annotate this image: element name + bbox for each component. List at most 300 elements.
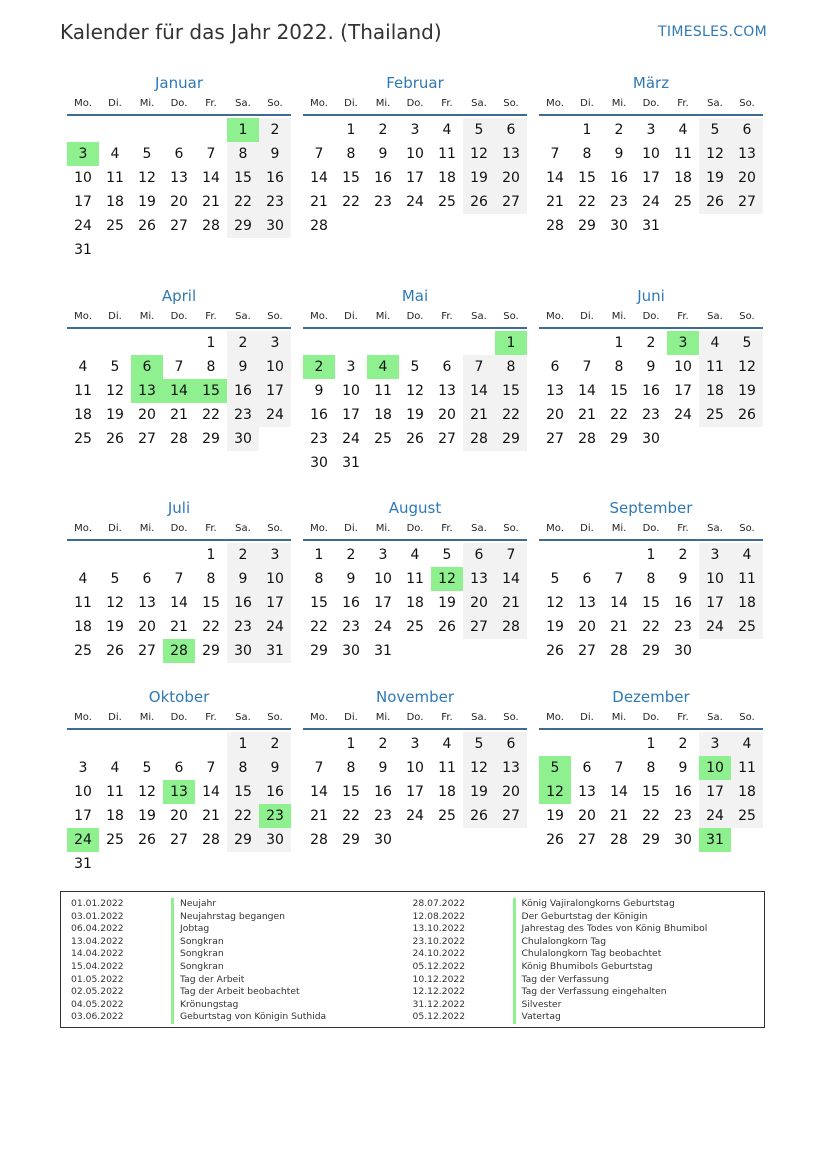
day-cell[interactable]: 27 xyxy=(731,190,763,214)
day-cell[interactable]: 16 xyxy=(374,784,392,800)
day-cell[interactable]: 29 xyxy=(227,828,259,852)
day-cell[interactable]: 12 xyxy=(463,142,495,166)
day-cell[interactable]: 30 xyxy=(374,832,392,848)
day-cell[interactable]: 27 xyxy=(495,804,527,828)
day-cell[interactable]: 6 xyxy=(495,118,527,142)
day-cell[interactable]: 14 xyxy=(610,784,628,800)
day-cell[interactable]: 8 xyxy=(206,571,216,587)
day-cell[interactable]: 9 xyxy=(314,383,324,399)
day-cell[interactable]: 26 xyxy=(138,832,156,848)
holiday-day-cell[interactable]: 1 xyxy=(227,118,259,142)
day-cell[interactable]: 18 xyxy=(74,407,92,423)
day-cell[interactable]: 8 xyxy=(227,142,259,166)
day-cell[interactable]: 3 xyxy=(259,331,291,355)
day-cell[interactable]: 29 xyxy=(578,218,596,234)
day-cell[interactable]: 18 xyxy=(438,170,456,186)
day-cell[interactable]: 24 xyxy=(259,615,291,639)
holiday-day-cell[interactable]: 2 xyxy=(303,355,335,379)
day-cell[interactable]: 7 xyxy=(614,760,624,776)
day-cell[interactable]: 3 xyxy=(259,543,291,567)
day-cell[interactable]: 14 xyxy=(578,383,596,399)
day-cell[interactable]: 4 xyxy=(110,760,120,776)
day-cell[interactable]: 24 xyxy=(406,194,424,210)
day-cell[interactable]: 21 xyxy=(546,194,564,210)
day-cell[interactable]: 3 xyxy=(378,547,388,563)
day-cell[interactable]: 19 xyxy=(438,595,456,611)
day-cell[interactable]: 7 xyxy=(206,760,216,776)
day-cell[interactable]: 13 xyxy=(731,142,763,166)
day-cell[interactable]: 16 xyxy=(259,166,291,190)
day-cell[interactable]: 25 xyxy=(406,619,424,635)
day-cell[interactable]: 5 xyxy=(550,571,560,587)
day-cell[interactable]: 21 xyxy=(310,194,328,210)
day-cell[interactable]: 13 xyxy=(463,567,495,591)
day-cell[interactable]: 23 xyxy=(674,808,692,824)
day-cell[interactable]: 26 xyxy=(463,190,495,214)
day-cell[interactable]: 7 xyxy=(174,571,184,587)
day-cell[interactable]: 28 xyxy=(310,218,328,234)
day-cell[interactable]: 3 xyxy=(699,543,731,567)
day-cell[interactable]: 2 xyxy=(678,736,688,752)
day-cell[interactable]: 24 xyxy=(374,619,392,635)
day-cell[interactable]: 26 xyxy=(106,643,124,659)
day-cell[interactable]: 18 xyxy=(731,780,763,804)
day-cell[interactable]: 11 xyxy=(438,146,456,162)
day-cell[interactable]: 6 xyxy=(582,571,592,587)
day-cell[interactable]: 17 xyxy=(374,595,392,611)
day-cell[interactable]: 23 xyxy=(610,194,628,210)
day-cell[interactable]: 28 xyxy=(202,832,220,848)
day-cell[interactable]: 19 xyxy=(138,808,156,824)
day-cell[interactable]: 20 xyxy=(546,407,564,423)
day-cell[interactable]: 20 xyxy=(495,166,527,190)
day-cell[interactable]: 29 xyxy=(610,431,628,447)
day-cell[interactable]: 26 xyxy=(546,643,564,659)
holiday-day-cell[interactable]: 5 xyxy=(539,756,571,780)
day-cell[interactable]: 21 xyxy=(170,407,188,423)
day-cell[interactable]: 1 xyxy=(582,122,592,138)
day-cell[interactable]: 5 xyxy=(699,118,731,142)
day-cell[interactable]: 28 xyxy=(610,832,628,848)
day-cell[interactable]: 26 xyxy=(406,431,424,447)
day-cell[interactable]: 12 xyxy=(546,595,564,611)
day-cell[interactable]: 22 xyxy=(227,190,259,214)
day-cell[interactable]: 23 xyxy=(259,190,291,214)
day-cell[interactable]: 4 xyxy=(110,146,120,162)
day-cell[interactable]: 21 xyxy=(202,808,220,824)
day-cell[interactable]: 6 xyxy=(142,571,152,587)
day-cell[interactable]: 12 xyxy=(106,595,124,611)
day-cell[interactable]: 10 xyxy=(74,170,92,186)
holiday-day-cell[interactable]: 1 xyxy=(495,331,527,355)
day-cell[interactable]: 19 xyxy=(106,619,124,635)
day-cell[interactable]: 25 xyxy=(74,643,92,659)
day-cell[interactable]: 11 xyxy=(74,383,92,399)
day-cell[interactable]: 22 xyxy=(642,619,660,635)
day-cell[interactable]: 24 xyxy=(342,431,360,447)
day-cell[interactable]: 14 xyxy=(546,170,564,186)
day-cell[interactable]: 11 xyxy=(438,760,456,776)
day-cell[interactable]: 24 xyxy=(259,403,291,427)
day-cell[interactable]: 28 xyxy=(463,427,495,451)
day-cell[interactable]: 22 xyxy=(342,194,360,210)
day-cell[interactable]: 17 xyxy=(406,784,424,800)
day-cell[interactable]: 13 xyxy=(138,595,156,611)
holiday-day-cell[interactable]: 13 xyxy=(131,379,163,403)
day-cell[interactable]: 25 xyxy=(674,194,692,210)
day-cell[interactable]: 17 xyxy=(259,379,291,403)
day-cell[interactable]: 20 xyxy=(578,619,596,635)
day-cell[interactable]: 30 xyxy=(259,214,291,238)
day-cell[interactable]: 17 xyxy=(642,170,660,186)
day-cell[interactable]: 23 xyxy=(374,194,392,210)
day-cell[interactable]: 16 xyxy=(227,379,259,403)
day-cell[interactable]: 23 xyxy=(310,431,328,447)
day-cell[interactable]: 6 xyxy=(463,543,495,567)
day-cell[interactable]: 11 xyxy=(374,383,392,399)
day-cell[interactable]: 22 xyxy=(310,619,328,635)
day-cell[interactable]: 9 xyxy=(259,142,291,166)
day-cell[interactable]: 15 xyxy=(342,784,360,800)
day-cell[interactable]: 1 xyxy=(206,547,216,563)
day-cell[interactable]: 23 xyxy=(642,407,660,423)
day-cell[interactable]: 12 xyxy=(463,756,495,780)
day-cell[interactable]: 2 xyxy=(346,547,356,563)
day-cell[interactable]: 25 xyxy=(438,194,456,210)
day-cell[interactable]: 5 xyxy=(142,146,152,162)
day-cell[interactable]: 31 xyxy=(74,242,92,258)
day-cell[interactable]: 3 xyxy=(410,736,420,752)
day-cell[interactable]: 3 xyxy=(646,122,656,138)
day-cell[interactable]: 18 xyxy=(374,407,392,423)
day-cell[interactable]: 21 xyxy=(610,808,628,824)
day-cell[interactable]: 29 xyxy=(310,643,328,659)
day-cell[interactable]: 4 xyxy=(78,359,88,375)
day-cell[interactable]: 25 xyxy=(74,431,92,447)
day-cell[interactable]: 14 xyxy=(202,784,220,800)
holiday-day-cell[interactable]: 6 xyxy=(131,355,163,379)
day-cell[interactable]: 12 xyxy=(731,355,763,379)
day-cell[interactable]: 27 xyxy=(138,431,156,447)
day-cell[interactable]: 9 xyxy=(227,355,259,379)
day-cell[interactable]: 3 xyxy=(78,760,88,776)
day-cell[interactable]: 22 xyxy=(578,194,596,210)
day-cell[interactable]: 7 xyxy=(550,146,560,162)
day-cell[interactable]: 7 xyxy=(314,760,324,776)
day-cell[interactable]: 20 xyxy=(170,194,188,210)
day-cell[interactable]: 19 xyxy=(731,379,763,403)
day-cell[interactable]: 6 xyxy=(495,732,527,756)
day-cell[interactable]: 1 xyxy=(227,732,259,756)
day-cell[interactable]: 30 xyxy=(674,643,692,659)
day-cell[interactable]: 19 xyxy=(699,166,731,190)
day-cell[interactable]: 17 xyxy=(74,194,92,210)
day-cell[interactable]: 24 xyxy=(674,407,692,423)
day-cell[interactable]: 4 xyxy=(442,736,452,752)
day-cell[interactable]: 6 xyxy=(731,118,763,142)
day-cell[interactable]: 4 xyxy=(410,547,420,563)
day-cell[interactable]: 23 xyxy=(342,619,360,635)
day-cell[interactable]: 16 xyxy=(227,591,259,615)
day-cell[interactable]: 28 xyxy=(495,615,527,639)
day-cell[interactable]: 15 xyxy=(202,595,220,611)
day-cell[interactable]: 5 xyxy=(110,359,120,375)
day-cell[interactable]: 12 xyxy=(138,784,156,800)
day-cell[interactable]: 27 xyxy=(578,643,596,659)
day-cell[interactable]: 29 xyxy=(495,427,527,451)
day-cell[interactable]: 5 xyxy=(410,359,420,375)
day-cell[interactable]: 11 xyxy=(406,571,424,587)
day-cell[interactable]: 8 xyxy=(582,146,592,162)
day-cell[interactable]: 20 xyxy=(138,407,156,423)
day-cell[interactable]: 25 xyxy=(699,403,731,427)
day-cell[interactable]: 11 xyxy=(699,355,731,379)
day-cell[interactable]: 20 xyxy=(170,808,188,824)
day-cell[interactable]: 30 xyxy=(610,218,628,234)
day-cell[interactable]: 27 xyxy=(578,832,596,848)
day-cell[interactable]: 22 xyxy=(202,619,220,635)
holiday-day-cell[interactable]: 23 xyxy=(259,804,291,828)
day-cell[interactable]: 4 xyxy=(731,732,763,756)
day-cell[interactable]: 19 xyxy=(406,407,424,423)
day-cell[interactable]: 21 xyxy=(578,407,596,423)
day-cell[interactable]: 14 xyxy=(463,379,495,403)
day-cell[interactable]: 29 xyxy=(642,832,660,848)
day-cell[interactable]: 9 xyxy=(227,567,259,591)
day-cell[interactable]: 3 xyxy=(346,359,356,375)
day-cell[interactable]: 17 xyxy=(674,383,692,399)
day-cell[interactable]: 22 xyxy=(202,407,220,423)
day-cell[interactable]: 9 xyxy=(346,571,356,587)
day-cell[interactable]: 11 xyxy=(106,170,124,186)
day-cell[interactable]: 17 xyxy=(699,591,731,615)
day-cell[interactable]: 14 xyxy=(202,170,220,186)
day-cell[interactable]: 16 xyxy=(259,780,291,804)
day-cell[interactable]: 21 xyxy=(463,403,495,427)
day-cell[interactable]: 7 xyxy=(206,146,216,162)
day-cell[interactable]: 8 xyxy=(227,756,259,780)
day-cell[interactable]: 30 xyxy=(227,639,259,663)
day-cell[interactable]: 15 xyxy=(227,780,259,804)
day-cell[interactable]: 16 xyxy=(642,383,660,399)
day-cell[interactable]: 19 xyxy=(546,619,564,635)
day-cell[interactable]: 26 xyxy=(731,403,763,427)
day-cell[interactable]: 8 xyxy=(495,355,527,379)
day-cell[interactable]: 19 xyxy=(138,194,156,210)
day-cell[interactable]: 8 xyxy=(614,359,624,375)
day-cell[interactable]: 7 xyxy=(495,543,527,567)
day-cell[interactable]: 9 xyxy=(614,146,624,162)
holiday-day-cell[interactable]: 4 xyxy=(367,355,399,379)
day-cell[interactable]: 25 xyxy=(731,615,763,639)
day-cell[interactable]: 5 xyxy=(142,760,152,776)
day-cell[interactable]: 26 xyxy=(699,190,731,214)
day-cell[interactable]: 1 xyxy=(314,547,324,563)
day-cell[interactable]: 25 xyxy=(106,218,124,234)
day-cell[interactable]: 24 xyxy=(699,804,731,828)
day-cell[interactable]: 2 xyxy=(378,122,388,138)
day-cell[interactable]: 2 xyxy=(259,118,291,142)
day-cell[interactable]: 10 xyxy=(74,784,92,800)
day-cell[interactable]: 20 xyxy=(495,780,527,804)
day-cell[interactable]: 29 xyxy=(202,643,220,659)
day-cell[interactable]: 16 xyxy=(342,595,360,611)
day-cell[interactable]: 1 xyxy=(614,335,624,351)
day-cell[interactable]: 7 xyxy=(614,571,624,587)
holiday-day-cell[interactable]: 14 xyxy=(163,379,195,403)
day-cell[interactable]: 27 xyxy=(463,615,495,639)
day-cell[interactable]: 31 xyxy=(642,218,660,234)
day-cell[interactable]: 18 xyxy=(106,808,124,824)
day-cell[interactable]: 14 xyxy=(310,170,328,186)
day-cell[interactable]: 28 xyxy=(202,218,220,234)
day-cell[interactable]: 27 xyxy=(170,832,188,848)
day-cell[interactable]: 30 xyxy=(310,455,328,471)
day-cell[interactable]: 10 xyxy=(642,146,660,162)
day-cell[interactable]: 10 xyxy=(674,359,692,375)
day-cell[interactable]: 22 xyxy=(227,804,259,828)
holiday-day-cell[interactable]: 12 xyxy=(431,567,463,591)
day-cell[interactable]: 15 xyxy=(310,595,328,611)
day-cell[interactable]: 5 xyxy=(463,118,495,142)
day-cell[interactable]: 29 xyxy=(227,214,259,238)
day-cell[interactable]: 19 xyxy=(463,166,495,190)
day-cell[interactable]: 15 xyxy=(642,595,660,611)
day-cell[interactable]: 8 xyxy=(646,571,656,587)
day-cell[interactable]: 15 xyxy=(578,170,596,186)
day-cell[interactable]: 13 xyxy=(578,784,596,800)
day-cell[interactable]: 8 xyxy=(346,146,356,162)
day-cell[interactable]: 13 xyxy=(438,383,456,399)
day-cell[interactable]: 31 xyxy=(259,639,291,663)
day-cell[interactable]: 27 xyxy=(495,190,527,214)
day-cell[interactable]: 18 xyxy=(699,379,731,403)
day-cell[interactable]: 10 xyxy=(406,760,424,776)
holiday-day-cell[interactable]: 24 xyxy=(67,828,99,852)
day-cell[interactable]: 28 xyxy=(546,218,564,234)
day-cell[interactable]: 18 xyxy=(106,194,124,210)
day-cell[interactable]: 6 xyxy=(174,146,184,162)
day-cell[interactable]: 3 xyxy=(699,732,731,756)
holiday-day-cell[interactable]: 10 xyxy=(699,756,731,780)
day-cell[interactable]: 9 xyxy=(259,756,291,780)
day-cell[interactable]: 16 xyxy=(674,784,692,800)
day-cell[interactable]: 1 xyxy=(346,122,356,138)
day-cell[interactable]: 27 xyxy=(438,431,456,447)
day-cell[interactable]: 26 xyxy=(546,832,564,848)
day-cell[interactable]: 16 xyxy=(610,170,628,186)
day-cell[interactable]: 18 xyxy=(674,170,692,186)
day-cell[interactable]: 17 xyxy=(342,407,360,423)
day-cell[interactable]: 10 xyxy=(699,567,731,591)
day-cell[interactable]: 8 xyxy=(314,571,324,587)
day-cell[interactable]: 4 xyxy=(442,122,452,138)
day-cell[interactable]: 2 xyxy=(646,335,656,351)
day-cell[interactable]: 19 xyxy=(546,808,564,824)
day-cell[interactable]: 30 xyxy=(342,643,360,659)
day-cell[interactable]: 28 xyxy=(610,643,628,659)
day-cell[interactable]: 1 xyxy=(206,335,216,351)
day-cell[interactable]: 22 xyxy=(642,808,660,824)
day-cell[interactable]: 21 xyxy=(170,619,188,635)
day-cell[interactable]: 24 xyxy=(642,194,660,210)
day-cell[interactable]: 5 xyxy=(731,331,763,355)
day-cell[interactable]: 15 xyxy=(610,383,628,399)
day-cell[interactable]: 15 xyxy=(227,166,259,190)
day-cell[interactable]: 31 xyxy=(342,455,360,471)
day-cell[interactable]: 20 xyxy=(438,407,456,423)
day-cell[interactable]: 14 xyxy=(610,595,628,611)
day-cell[interactable]: 8 xyxy=(646,760,656,776)
day-cell[interactable]: 16 xyxy=(374,170,392,186)
day-cell[interactable]: 2 xyxy=(227,543,259,567)
day-cell[interactable]: 11 xyxy=(731,756,763,780)
day-cell[interactable]: 2 xyxy=(259,732,291,756)
day-cell[interactable]: 14 xyxy=(310,784,328,800)
day-cell[interactable]: 10 xyxy=(342,383,360,399)
day-cell[interactable]: 12 xyxy=(106,383,124,399)
day-cell[interactable]: 13 xyxy=(495,142,527,166)
day-cell[interactable]: 5 xyxy=(442,547,452,563)
day-cell[interactable]: 23 xyxy=(227,615,259,639)
day-cell[interactable]: 28 xyxy=(578,431,596,447)
day-cell[interactable]: 26 xyxy=(438,619,456,635)
day-cell[interactable]: 9 xyxy=(646,359,656,375)
day-cell[interactable]: 11 xyxy=(674,146,692,162)
day-cell[interactable]: 25 xyxy=(106,832,124,848)
day-cell[interactable]: 9 xyxy=(378,146,388,162)
day-cell[interactable]: 13 xyxy=(495,756,527,780)
day-cell[interactable]: 1 xyxy=(646,547,656,563)
day-cell[interactable]: 22 xyxy=(610,407,628,423)
holiday-day-cell[interactable]: 3 xyxy=(667,331,699,355)
day-cell[interactable]: 23 xyxy=(674,619,692,635)
day-cell[interactable]: 2 xyxy=(614,122,624,138)
day-cell[interactable]: 14 xyxy=(170,595,188,611)
day-cell[interactable]: 21 xyxy=(202,194,220,210)
day-cell[interactable]: 15 xyxy=(495,379,527,403)
day-cell[interactable]: 19 xyxy=(463,780,495,804)
day-cell[interactable]: 1 xyxy=(646,736,656,752)
day-cell[interactable]: 17 xyxy=(699,780,731,804)
day-cell[interactable]: 6 xyxy=(582,760,592,776)
day-cell[interactable]: 20 xyxy=(578,808,596,824)
day-cell[interactable]: 11 xyxy=(74,595,92,611)
day-cell[interactable]: 18 xyxy=(74,619,92,635)
day-cell[interactable]: 24 xyxy=(74,218,92,234)
day-cell[interactable]: 4 xyxy=(678,122,688,138)
day-cell[interactable]: 25 xyxy=(374,431,392,447)
day-cell[interactable]: 17 xyxy=(74,808,92,824)
day-cell[interactable]: 20 xyxy=(731,166,763,190)
day-cell[interactable]: 6 xyxy=(442,359,452,375)
day-cell[interactable]: 2 xyxy=(678,547,688,563)
day-cell[interactable]: 12 xyxy=(138,170,156,186)
day-cell[interactable]: 12 xyxy=(699,142,731,166)
day-cell[interactable]: 8 xyxy=(206,359,216,375)
holiday-day-cell[interactable]: 12 xyxy=(539,780,571,804)
day-cell[interactable]: 5 xyxy=(463,732,495,756)
day-cell[interactable]: 28 xyxy=(310,832,328,848)
day-cell[interactable]: 30 xyxy=(227,427,259,451)
holiday-day-cell[interactable]: 28 xyxy=(163,639,195,663)
day-cell[interactable]: 9 xyxy=(678,571,688,587)
holiday-day-cell[interactable]: 13 xyxy=(163,780,195,804)
day-cell[interactable]: 2 xyxy=(227,331,259,355)
day-cell[interactable]: 16 xyxy=(674,595,692,611)
day-cell[interactable]: 29 xyxy=(342,832,360,848)
day-cell[interactable]: 21 xyxy=(495,591,527,615)
